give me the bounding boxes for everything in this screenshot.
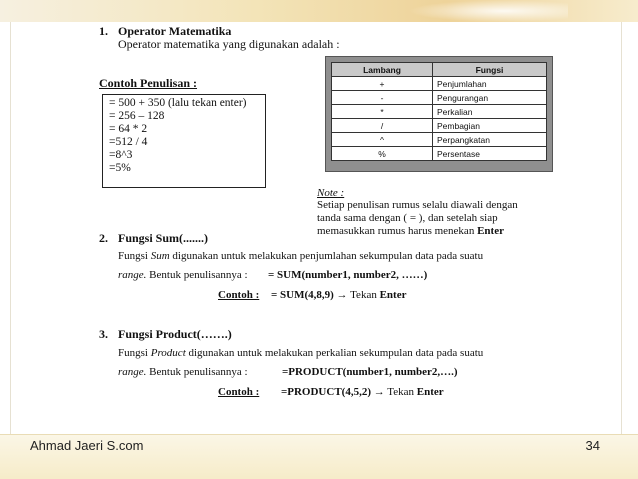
text-span: Tekan (350, 289, 380, 301)
note-label: Note : (317, 187, 345, 199)
text-span: Bentuk penulisannya : (146, 269, 248, 281)
table-header-fungsi: Fungsi (433, 63, 547, 77)
table-cell-function: Pembagian (433, 119, 547, 133)
table-row (332, 147, 547, 161)
table-cell-symbol: % (332, 147, 433, 161)
section-1-number: 1. (99, 24, 108, 38)
top-decoration-bar (0, 0, 638, 22)
example-heading: Contoh Penulisan : (99, 76, 198, 90)
arrow-right-icon: → (336, 289, 348, 301)
table-row (332, 133, 547, 147)
sum-example-label: Contoh : (218, 289, 260, 301)
sum-syntax: = SUM(number1, number2, ……) (268, 269, 428, 281)
section-3-title: Fungsi Product(…….) (118, 327, 232, 341)
product-example-formula: =PRODUCT(4,5,2) (281, 386, 371, 398)
table-cell-symbol: / (332, 119, 433, 133)
text-span: Fungsi (118, 347, 151, 359)
note-line-3 (317, 225, 504, 237)
section-3-line-2 (118, 366, 248, 378)
product-example-label: Contoh : (218, 386, 260, 398)
example-line: = 64 * 2 (109, 123, 148, 135)
example-line: = 500 + 350 (lalu tekan enter) (109, 97, 247, 109)
table-row (332, 77, 547, 91)
section-1-title: Operator Matematika (118, 24, 232, 38)
table-row (332, 119, 547, 133)
range-term: range. (118, 269, 147, 281)
table-cell-function: Perpangkatan (433, 133, 547, 147)
text-span: Fungsi (118, 250, 151, 262)
table-cell-function: Penjumlahan (433, 77, 547, 91)
operator-table-frame (325, 56, 553, 172)
operator-table (331, 62, 547, 161)
example-line: =5% (109, 162, 131, 174)
table-cell-symbol: ^ (332, 133, 433, 147)
note-enter-key: Enter (477, 225, 504, 237)
section-2-title: Fungsi Sum(.......) (118, 231, 209, 245)
footer-author: Ahmad Jaeri S.com (30, 438, 144, 453)
example-line: =8^3 (109, 149, 133, 161)
product-example (281, 386, 444, 398)
section-3-number: 3. (99, 327, 108, 341)
example-line: =512 / 4 (109, 136, 148, 148)
table-cell-function: Persentase (433, 147, 547, 161)
top-bar-sheen (408, 0, 568, 22)
product-syntax: =PRODUCT(number1, number2,….) (282, 366, 458, 378)
sum-example-formula: = SUM(4,8,9) (271, 289, 334, 301)
arrow-right-icon: → (373, 386, 385, 398)
text-span: digunakan untuk melakukan perkalian sekumpulan data pada suatu (185, 347, 484, 359)
table-cell-function: Perkalian (433, 105, 547, 119)
section-1-intro: Operator matematika yang digunakan adalah : (118, 37, 340, 51)
range-term: range. (118, 366, 147, 378)
table-cell-symbol: - (332, 91, 433, 105)
table-header-lambang: Lambang (332, 63, 433, 77)
section-3-line-1 (118, 347, 483, 359)
section-2-line-2 (118, 269, 248, 281)
section-2-line-1 (118, 250, 483, 262)
example-line: = 256 – 128 (109, 110, 165, 122)
footer-page-number: 34 (585, 438, 600, 453)
example-formula-box (102, 94, 266, 188)
text-span: Tekan (387, 386, 417, 398)
table-row (332, 105, 547, 119)
note-line-2: tanda sama dengan ( = ), dan setelah siap (317, 212, 498, 224)
note-line-1: Setiap penulisan rumus selalu diawali dengan (317, 199, 518, 211)
table-row (332, 91, 547, 105)
sum-example (271, 289, 406, 301)
table-cell-symbol: * (332, 105, 433, 119)
section-2-number: 2. (99, 231, 108, 245)
note-line-3-text: memasukkan rumus harus menekan (317, 225, 478, 237)
table-cell-symbol: + (332, 77, 433, 91)
table-cell-function: Pengurangan (433, 91, 547, 105)
function-name: Product (150, 347, 186, 359)
enter-key-label: Enter (379, 289, 407, 301)
text-span: Bentuk penulisannya : (146, 366, 248, 378)
enter-key-label: Enter (416, 386, 444, 398)
text-span: digunakan untuk melakukan penjumlahan sekumpulan data pada suatu (169, 250, 484, 262)
function-name: Sum (150, 250, 170, 262)
